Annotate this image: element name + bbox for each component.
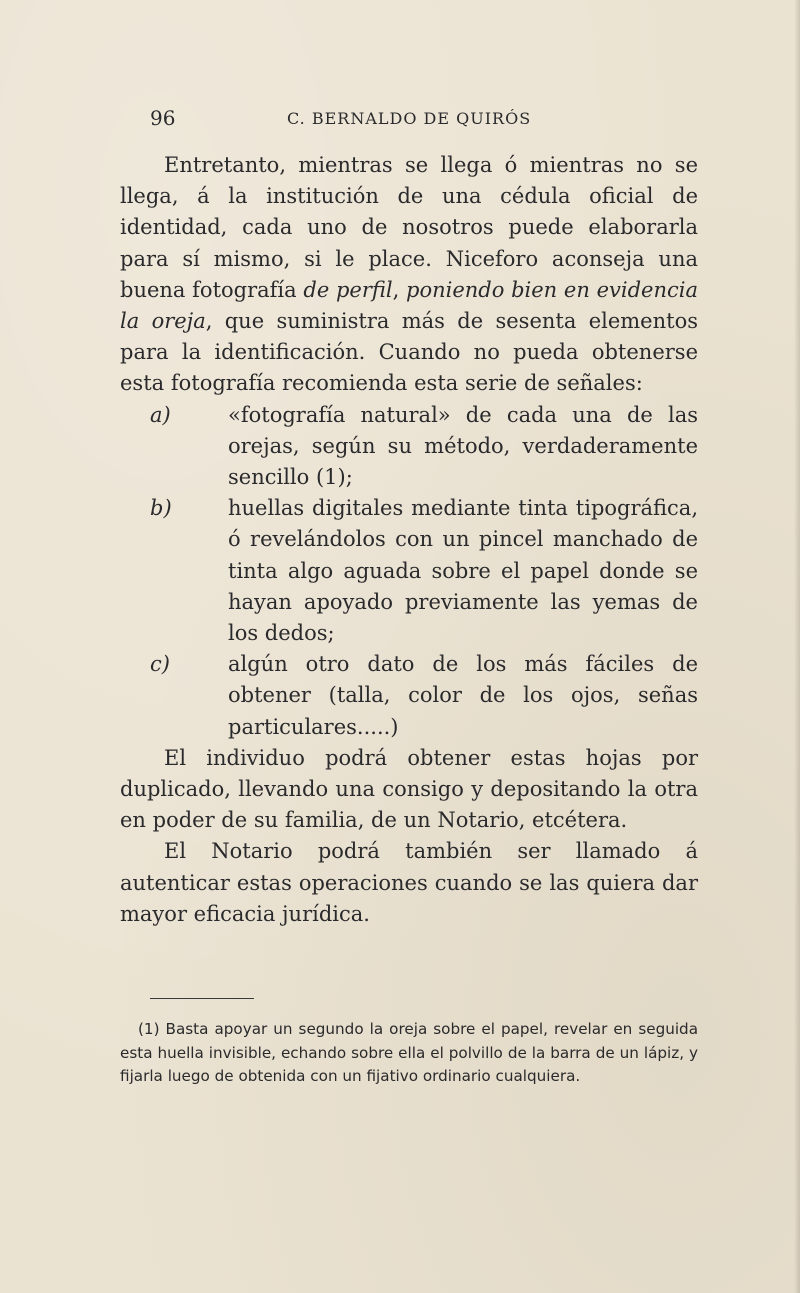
- list-marker-b: b): [150, 496, 172, 521]
- paragraph-1-part-1: Entretanto, mientras se llega ó mientras no se llega, á la institución de una cédula oficial de identidad, cada uno de nosotros puede elaborarla para sí mismo, si le place. Niceforo aconseja una buena fotografía: [120, 153, 698, 302]
- footnote: [120, 1018, 698, 1089]
- footnote-text: Basta apoyar un segundo la oreja sobre el papel, revelar en seguida esta huella invisible, echando sobre ella el polvillo de la barra de un lápiz, y fijarla luego de obtenida con un fijativo ordinario cualquiera.: [120, 1020, 699, 1085]
- paragraph-1: [120, 150, 698, 400]
- list-text-b: huellas digitales mediante tinta tipográfica, ó revelándolos con un pincel manchado de tinta algo aguada sobre el papel donde se hayan apoyado previamente las yemas de los dedos;: [228, 496, 698, 646]
- page-edge-shadow: [794, 0, 800, 1293]
- list-item-c: [120, 649, 698, 743]
- paragraph-1-part-2: ,: [392, 277, 407, 302]
- footnote-marker: (1): [138, 1020, 160, 1038]
- list-marker-a: a): [150, 402, 171, 427]
- list-text-c: algún otro dato de los más fáciles de obtener (talla, color de los ojos, señas particulares.....): [228, 652, 698, 739]
- paragraph-3: El Notario podrá también ser llamado á autenticar estas operaciones cuando se las quiera dar mayor eficacia jurídica.: [120, 839, 698, 926]
- page-header: [150, 106, 710, 136]
- paragraph-1-part-3: , que suministra más de sesenta elementos para la identificación. Cuando no pueda obtenerse esta fotografía recomienda esta serie de señales:: [120, 309, 698, 396]
- list-marker-c: c): [150, 652, 170, 677]
- paragraph-1-italic-1: de perfil: [303, 277, 393, 302]
- main-text: [120, 150, 698, 930]
- list-item-b: [120, 493, 698, 649]
- running-head: C. BERNALDO DE QUIRÓS: [287, 109, 532, 128]
- list-text-a: «fotografía natural» de cada una de las orejas, según su método, verdaderamente sencillo (1);: [228, 402, 698, 490]
- list-item-a: [120, 400, 698, 494]
- footnote-rule: [150, 998, 254, 999]
- paragraph-1-italic-2: poniendo bien en evidencia la oreja: [120, 277, 698, 334]
- page-number: 96: [150, 106, 176, 130]
- paragraph-2: El individuo podrá obtener estas hojas por duplicado, llevando una consigo y depositando la otra en poder de su familia, de un Notario, etcétera.: [120, 745, 698, 833]
